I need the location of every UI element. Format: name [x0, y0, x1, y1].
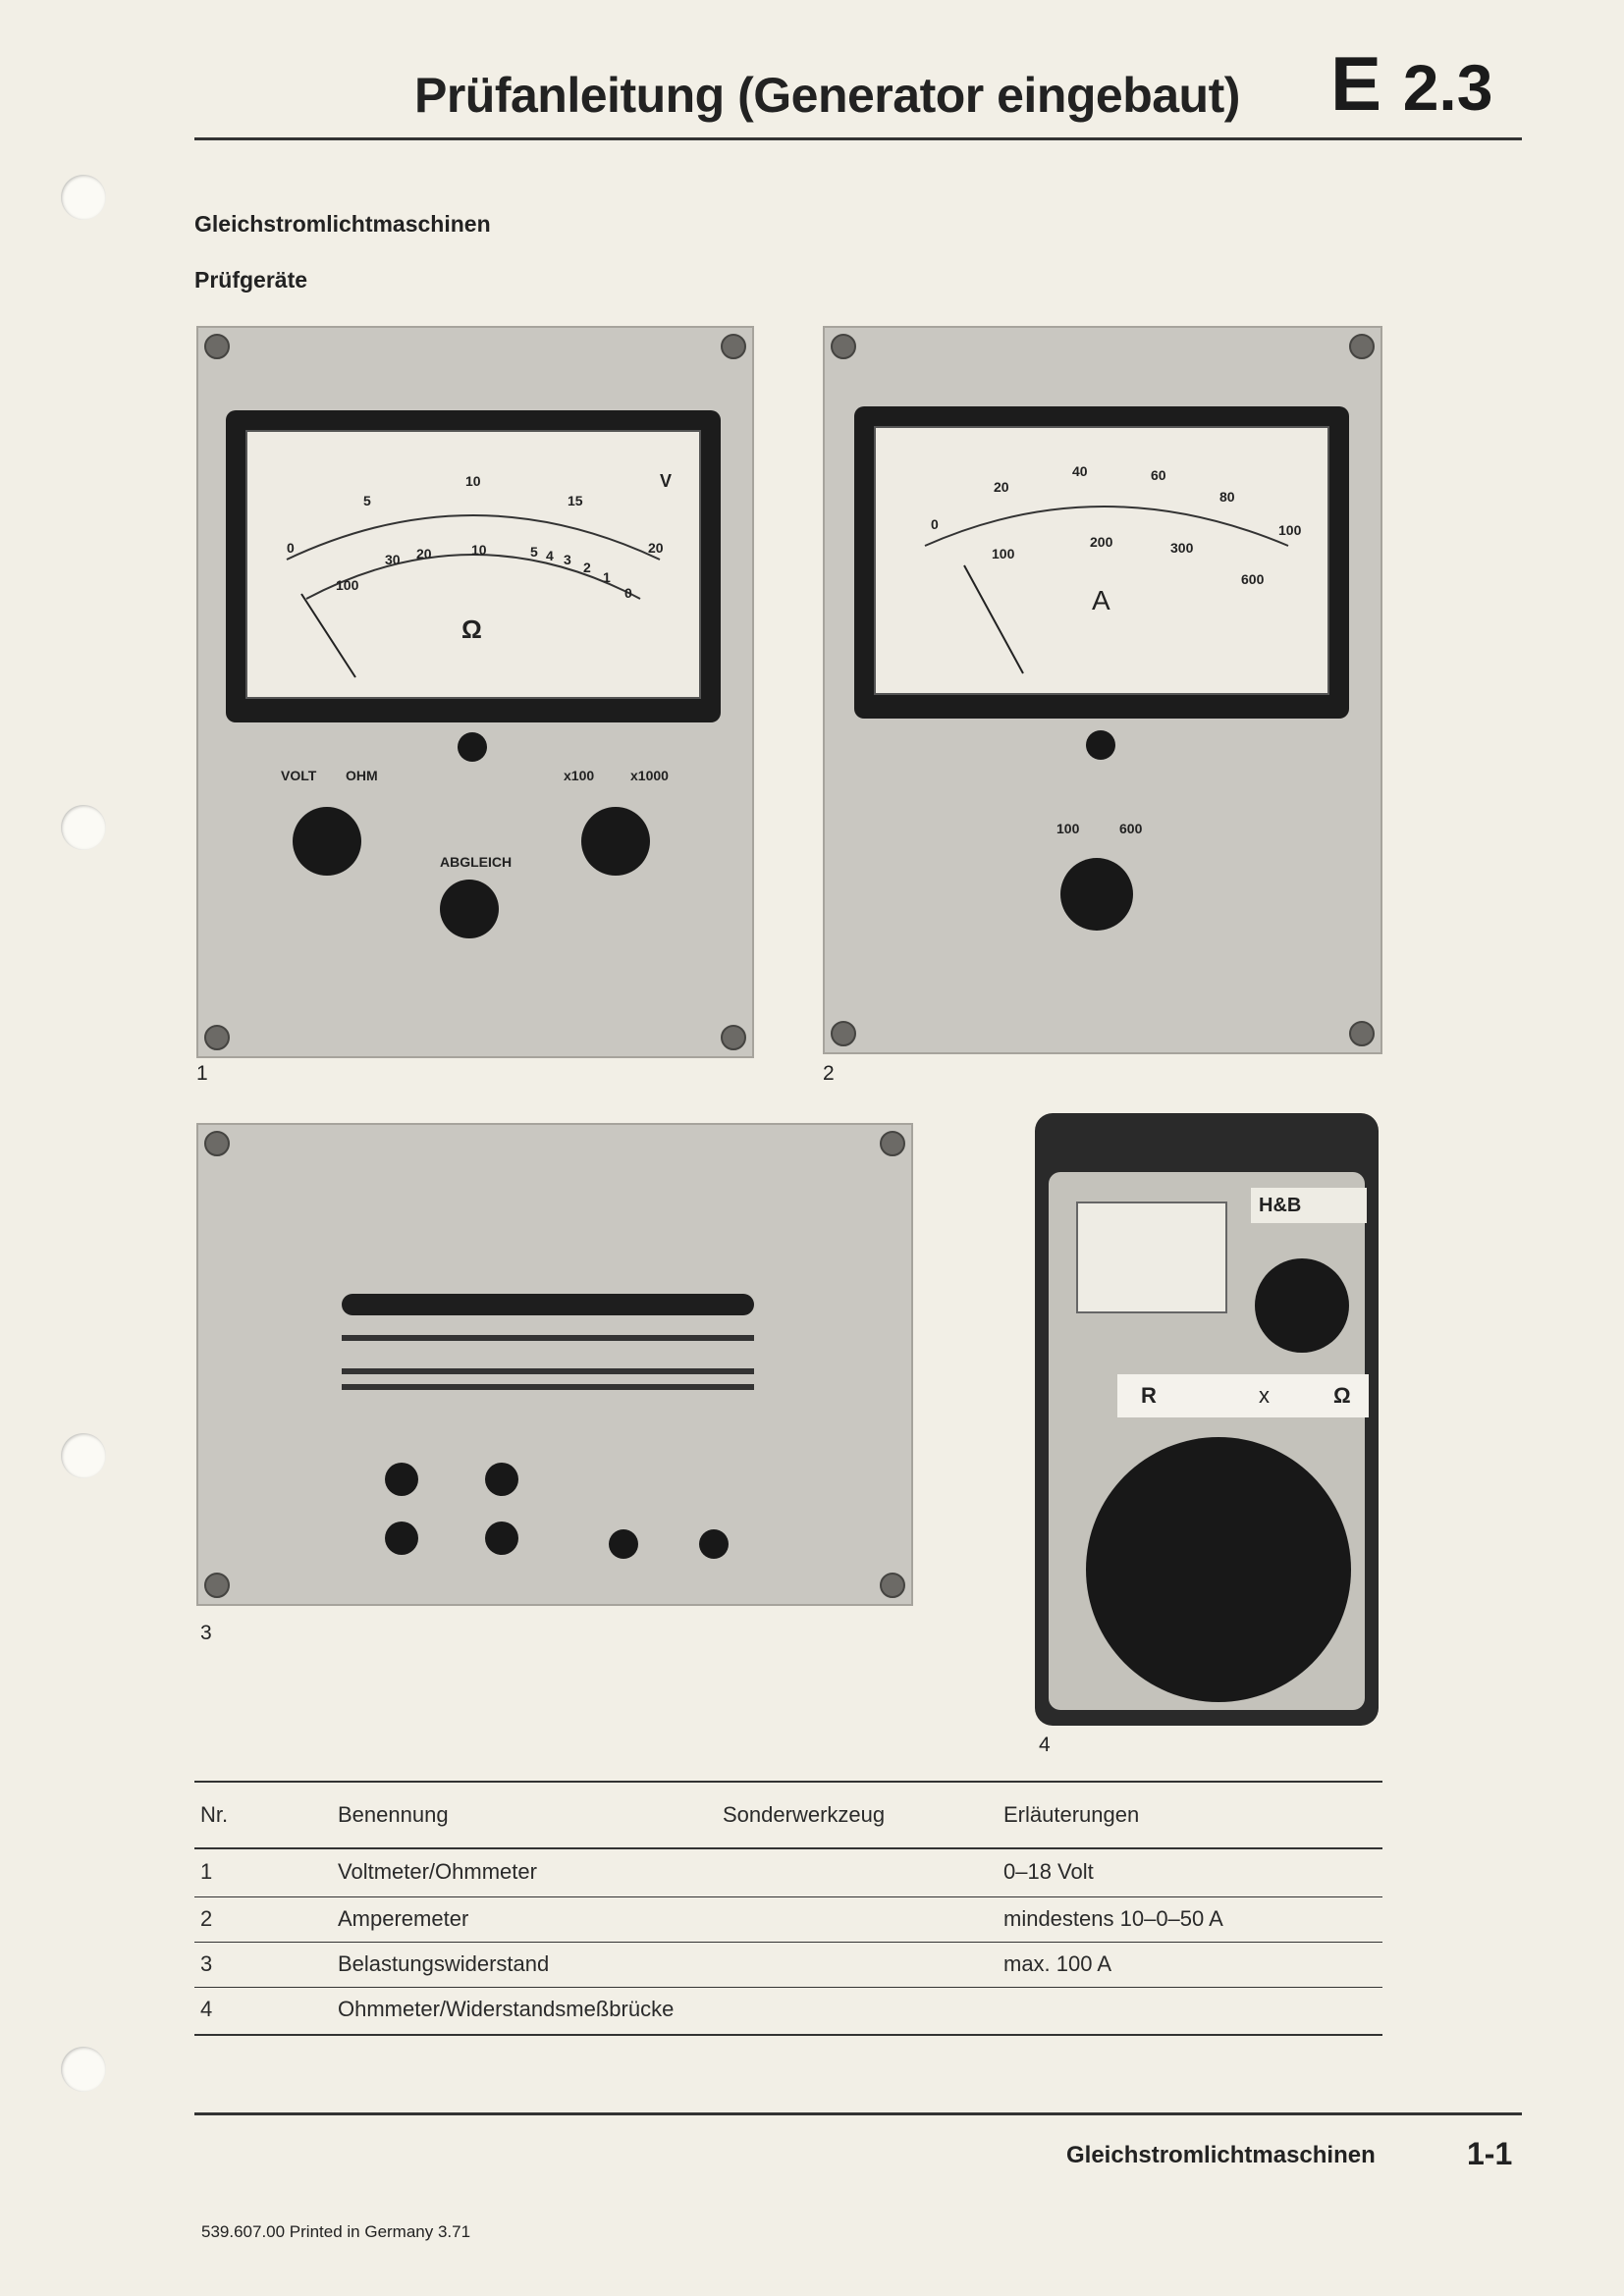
v-unit: V [660, 471, 673, 491]
section-code-letter: E [1330, 40, 1382, 127]
a-tick-0: 0 [931, 516, 939, 532]
bridge-dial-knob[interactable] [1086, 1437, 1351, 1702]
figure-number: 2 [823, 1062, 835, 1085]
screw-icon [880, 1573, 905, 1598]
ohm-tick-0: 0 [624, 585, 632, 601]
meter-dial [245, 430, 701, 699]
table-row-rule [194, 1847, 1382, 1849]
ohm-tick-3: 3 [564, 552, 571, 567]
table-row [196, 1951, 1384, 1981]
range-selector-knob[interactable] [581, 807, 650, 876]
range-label-x100: x100 [564, 768, 595, 783]
switch-label-ohm: OHM [346, 768, 378, 783]
abgleich-label: ABGLEICH [440, 854, 513, 870]
switch-bar [342, 1335, 754, 1341]
col-header-benennung: Benennung [338, 1802, 449, 1827]
switch-label-volt: VOLT [281, 768, 317, 783]
row-name: Voltmeter/Ohmmeter [338, 1859, 537, 1884]
meter-scale [247, 432, 699, 697]
a-tick-20: 20 [994, 479, 1009, 495]
terminal-socket[interactable] [485, 1463, 518, 1496]
screw-icon [721, 1025, 746, 1050]
v-tick-0: 0 [287, 540, 295, 556]
screw-icon [1349, 334, 1375, 359]
figure-number: 1 [196, 1062, 208, 1085]
meter-scale [876, 428, 1327, 693]
needle [964, 565, 1023, 673]
x-label: x [1259, 1383, 1270, 1408]
load-resistor-photo [196, 1123, 913, 1606]
screw-icon [1349, 1021, 1375, 1046]
table-row [196, 1859, 1384, 1889]
zero-indicator [458, 732, 487, 762]
ampere-range-knob[interactable] [1060, 858, 1133, 931]
screw-icon [204, 1573, 230, 1598]
screw-icon [880, 1131, 905, 1156]
a-tick-40: 40 [1072, 463, 1088, 479]
bridge-label-strip [1117, 1374, 1369, 1417]
screw-icon [831, 334, 856, 359]
range-label-600: 600 [1119, 821, 1143, 836]
screw-icon [204, 1131, 230, 1156]
row-nr: 4 [200, 1997, 213, 2021]
row-name: Amperemeter [338, 1906, 469, 1931]
meter-frame [854, 406, 1349, 719]
table-row-rule [194, 1942, 1382, 1943]
binder-hole [61, 2047, 106, 2092]
table-row [196, 1997, 1384, 2026]
terminal-socket[interactable] [385, 1463, 418, 1496]
terminal-socket[interactable] [699, 1529, 729, 1559]
table-top-rule [194, 1781, 1382, 1783]
multiplier-knob[interactable] [1255, 1258, 1349, 1353]
table-row-rule [194, 1896, 1382, 1897]
terminal-socket[interactable] [485, 1522, 518, 1555]
ohm-tick-1: 1 [603, 569, 611, 585]
figure-number: 3 [200, 1622, 212, 1644]
binder-hole [61, 1433, 106, 1478]
brand-label: H&B [1251, 1188, 1367, 1223]
screw-icon [204, 1025, 230, 1050]
section-code-number: 2.3 [1402, 51, 1493, 124]
switch-bar [342, 1368, 754, 1374]
rx-label: R [1141, 1383, 1157, 1408]
col-header-nr: Nr. [200, 1802, 229, 1827]
ohm-tick-2: 2 [583, 560, 591, 575]
a-range-100: 100 [992, 546, 1015, 561]
row-note: mindestens 10–0–50 A [1003, 1906, 1223, 1931]
v-tick-20: 20 [648, 540, 664, 556]
figure-number: 4 [1039, 1734, 1051, 1756]
voltmeter-ohmmeter-photo [196, 326, 754, 1058]
ohm-tick-10: 10 [471, 542, 487, 558]
ohm-tick-30: 30 [385, 552, 401, 567]
row-nr: 1 [200, 1859, 213, 1884]
v-tick-5: 5 [363, 493, 371, 508]
ohm-tick-5: 5 [530, 544, 538, 560]
ohm-label: Ω [1333, 1383, 1351, 1408]
resistor-slider-track[interactable] [342, 1294, 754, 1315]
row-name: Belastungswiderstand [338, 1951, 550, 1976]
screw-icon [831, 1021, 856, 1046]
section-heading: Gleichstromlichtmaschinen [194, 211, 491, 237]
a-range-200: 200 [1090, 534, 1113, 550]
zero-indicator [1086, 730, 1115, 760]
v-tick-10: 10 [465, 473, 481, 489]
table-header [196, 1802, 1384, 1832]
terminal-socket[interactable] [385, 1522, 418, 1555]
screw-icon [204, 334, 230, 359]
resistance-bridge-photo [1035, 1113, 1379, 1726]
terminal-socket[interactable] [609, 1529, 638, 1559]
footer-rule [194, 2112, 1522, 2115]
footer-section: Gleichstromlichtmaschinen [1066, 2142, 1376, 2168]
range-label-100: 100 [1056, 821, 1080, 836]
section-code [1330, 39, 1492, 129]
row-nr: 2 [200, 1906, 213, 1931]
subsection-heading: Prüfgeräte [194, 267, 308, 293]
needle [301, 594, 355, 677]
col-header-erlaeuterungen: Erläuterungen [1003, 1802, 1140, 1827]
table-row-rule [194, 1987, 1382, 1988]
a-range-600: 600 [1241, 571, 1265, 587]
switch-bar [342, 1384, 754, 1390]
ampere-unit: A [1092, 585, 1110, 615]
bridge-meter [1076, 1201, 1227, 1313]
bridge-panel [1049, 1172, 1365, 1710]
ohm-tick-20: 20 [416, 546, 432, 561]
meter-dial [874, 426, 1329, 695]
page-number: 1-1 [1467, 2136, 1513, 2171]
row-note: 0–18 Volt [1003, 1859, 1094, 1884]
ohm-tick-100: 100 [336, 577, 359, 593]
table-row [196, 1906, 1384, 1936]
amperemeter-photo [823, 326, 1382, 1054]
screw-icon [721, 334, 746, 359]
range-label-x1000: x1000 [630, 768, 669, 783]
binder-hole [61, 175, 106, 220]
row-note: max. 100 A [1003, 1951, 1112, 1976]
page-title: Prüfanleitung (Generator eingebaut) [414, 68, 1240, 123]
v-tick-15: 15 [568, 493, 583, 508]
print-info: 539.607.00 Printed in Germany 3.71 [201, 2222, 471, 2241]
header-rule [194, 137, 1522, 140]
a-tick-100: 100 [1278, 522, 1302, 538]
col-header-sonderwerkzeug: Sonderwerkzeug [723, 1802, 886, 1827]
binder-hole [61, 805, 106, 850]
ohm-tick-4: 4 [546, 548, 554, 563]
abgleich-knob[interactable] [440, 880, 499, 938]
ohm-symbol: Ω [461, 614, 482, 644]
a-tick-80: 80 [1219, 489, 1235, 505]
a-range-300: 300 [1170, 540, 1194, 556]
table-bottom-rule [194, 2034, 1382, 2036]
meter-frame [226, 410, 721, 722]
a-tick-60: 60 [1151, 467, 1166, 483]
row-name: Ohmmeter/Widerstandsmeßbrücke [338, 1997, 675, 2021]
volt-ohm-selector-knob[interactable] [293, 807, 361, 876]
row-nr: 3 [200, 1951, 213, 1976]
